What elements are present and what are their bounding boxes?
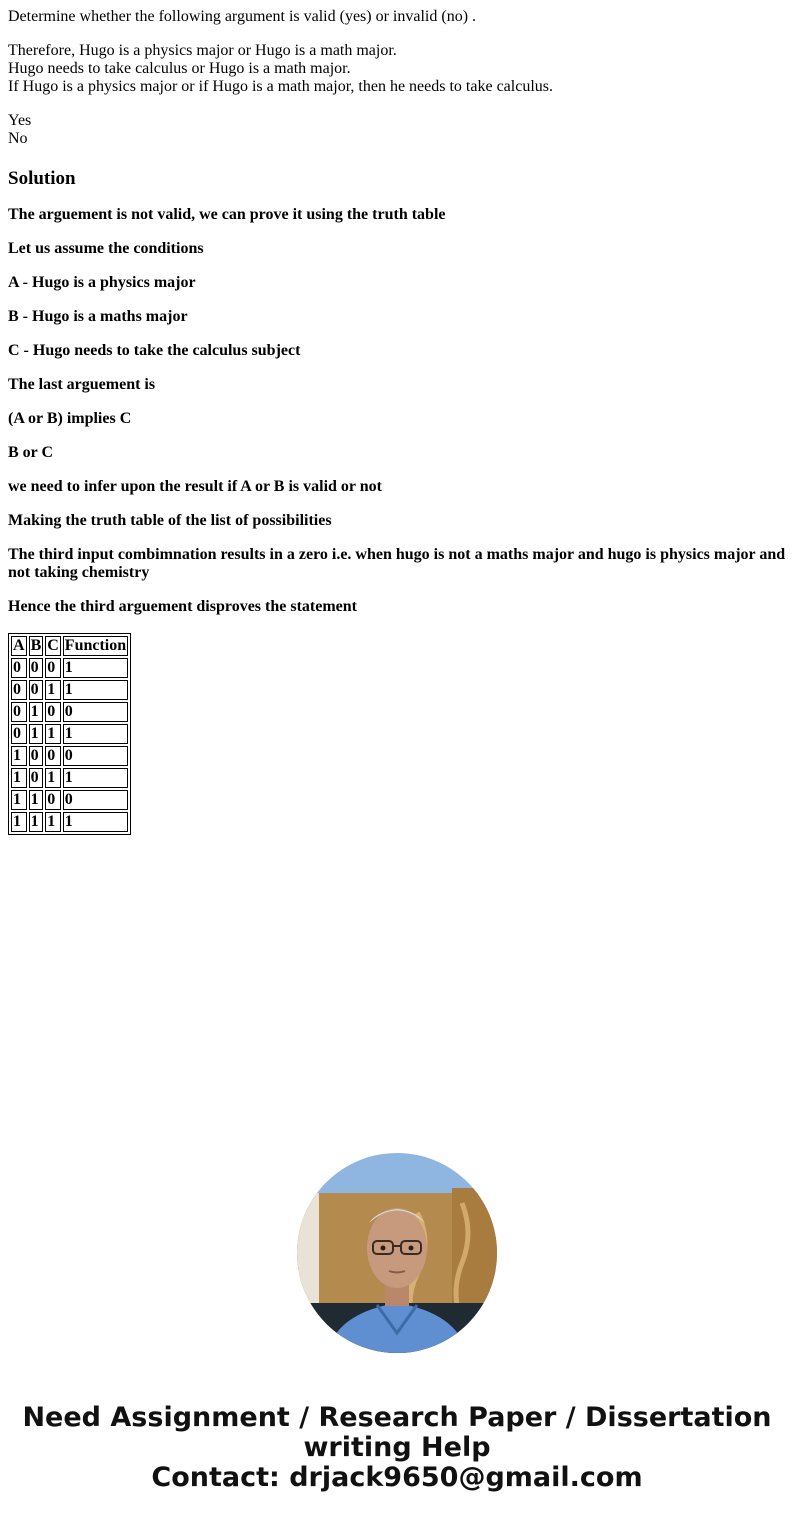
premise-3: If Hugo is a physics major or if Hugo is a math major, then he needs to take calculus. (8, 78, 553, 95)
table-cell: 0 (29, 658, 44, 678)
author-avatar (297, 1153, 497, 1353)
solution-paragraph: The third input combimnation results in a zero i.e. when hugo is not a maths major and hugo is physics major and not taking chemistry (8, 546, 786, 581)
solution-body (8, 206, 786, 616)
table-cell: 0 (11, 680, 27, 700)
table-cell: 1 (45, 768, 61, 788)
table-header-row (11, 636, 128, 656)
table-cell: 0 (63, 702, 128, 722)
author-portrait-image (297, 1153, 497, 1353)
solution-paragraph: Making the truth table of the list of possibilities (8, 512, 332, 529)
option-no: No (8, 130, 28, 147)
table-cell: 1 (11, 812, 27, 832)
truth-table (8, 633, 131, 835)
promo-line-1: Need Assignment / Research Paper / Dissertation (22, 1402, 772, 1433)
promo-footer (0, 1403, 794, 1493)
table-cell: 1 (45, 812, 61, 832)
header-cell: C (47, 637, 59, 654)
table-cell: 1 (29, 812, 44, 832)
question-title: Determine whether the following argument is valid (yes) or invalid (no) . (8, 8, 477, 25)
premise-1: Therefore, Hugo is a physics major or Hugo is a math major. (8, 42, 397, 59)
table-cell: 1 (63, 658, 128, 678)
table-row (11, 658, 128, 678)
solution-paragraph: (A or B) implies C (8, 410, 132, 427)
table-cell: 0 (29, 746, 44, 766)
table-cell: 0 (29, 680, 44, 700)
table-cell: 0 (29, 768, 44, 788)
table-cell: 1 (63, 724, 128, 744)
solution-paragraph: C - Hugo needs to take the calculus subject (8, 342, 301, 359)
table-cell: 1 (45, 724, 61, 744)
table-cell: 0 (11, 658, 27, 678)
answer-options (8, 112, 786, 148)
document-body (8, 0, 786, 616)
table-cell: 0 (63, 746, 128, 766)
table-cell: 1 (11, 790, 27, 810)
table-row (11, 768, 128, 788)
header-cell: A (13, 637, 25, 654)
solution-paragraph: A - Hugo is a physics major (8, 274, 196, 291)
header-cell: B (30, 637, 42, 654)
solution-heading: Solution (8, 168, 76, 189)
table-row (11, 724, 128, 744)
solution-paragraph: B or C (8, 444, 54, 461)
table-cell: 1 (45, 680, 61, 700)
promo-line-2: writing Help (303, 1432, 491, 1463)
table-row (11, 680, 128, 700)
table-cell: 1 (63, 680, 128, 700)
table-cell: 1 (63, 812, 128, 832)
table-cell: 0 (45, 658, 61, 678)
table-cell: 0 (45, 746, 61, 766)
solution-paragraph: Let us assume the conditions (8, 240, 204, 257)
solution-paragraph: Hence the third arguement disproves the statement (8, 598, 357, 615)
solution-paragraph: we need to infer upon the result if A or B is valid or not (8, 478, 382, 495)
table-row (11, 702, 128, 722)
promo-contact: Contact: drjack9650@gmail.com (151, 1462, 643, 1493)
table-cell: 1 (29, 790, 44, 810)
table-row (11, 812, 128, 832)
table-cell: 0 (45, 790, 61, 810)
premises-block (8, 42, 786, 96)
table-cell: 1 (11, 746, 27, 766)
solution-paragraph: The last arguement is (8, 376, 156, 393)
table-cell: 1 (11, 768, 27, 788)
solution-paragraph: B - Hugo is a maths major (8, 308, 188, 325)
header-cell: Function (64, 637, 127, 654)
table-cell: 1 (29, 702, 44, 722)
table-cell: 0 (11, 702, 27, 722)
solution-paragraph: The arguement is not valid, we can prove it using the truth table (8, 206, 446, 223)
table-cell: 1 (63, 768, 128, 788)
table-row (11, 746, 128, 766)
table-cell: 0 (45, 702, 61, 722)
table-cell: 0 (63, 790, 128, 810)
table-cell: 0 (11, 724, 27, 744)
option-yes: Yes (8, 112, 32, 129)
table-row (11, 790, 128, 810)
premise-2: Hugo needs to take calculus or Hugo is a math major. (8, 60, 351, 77)
table-cell: 1 (29, 724, 44, 744)
